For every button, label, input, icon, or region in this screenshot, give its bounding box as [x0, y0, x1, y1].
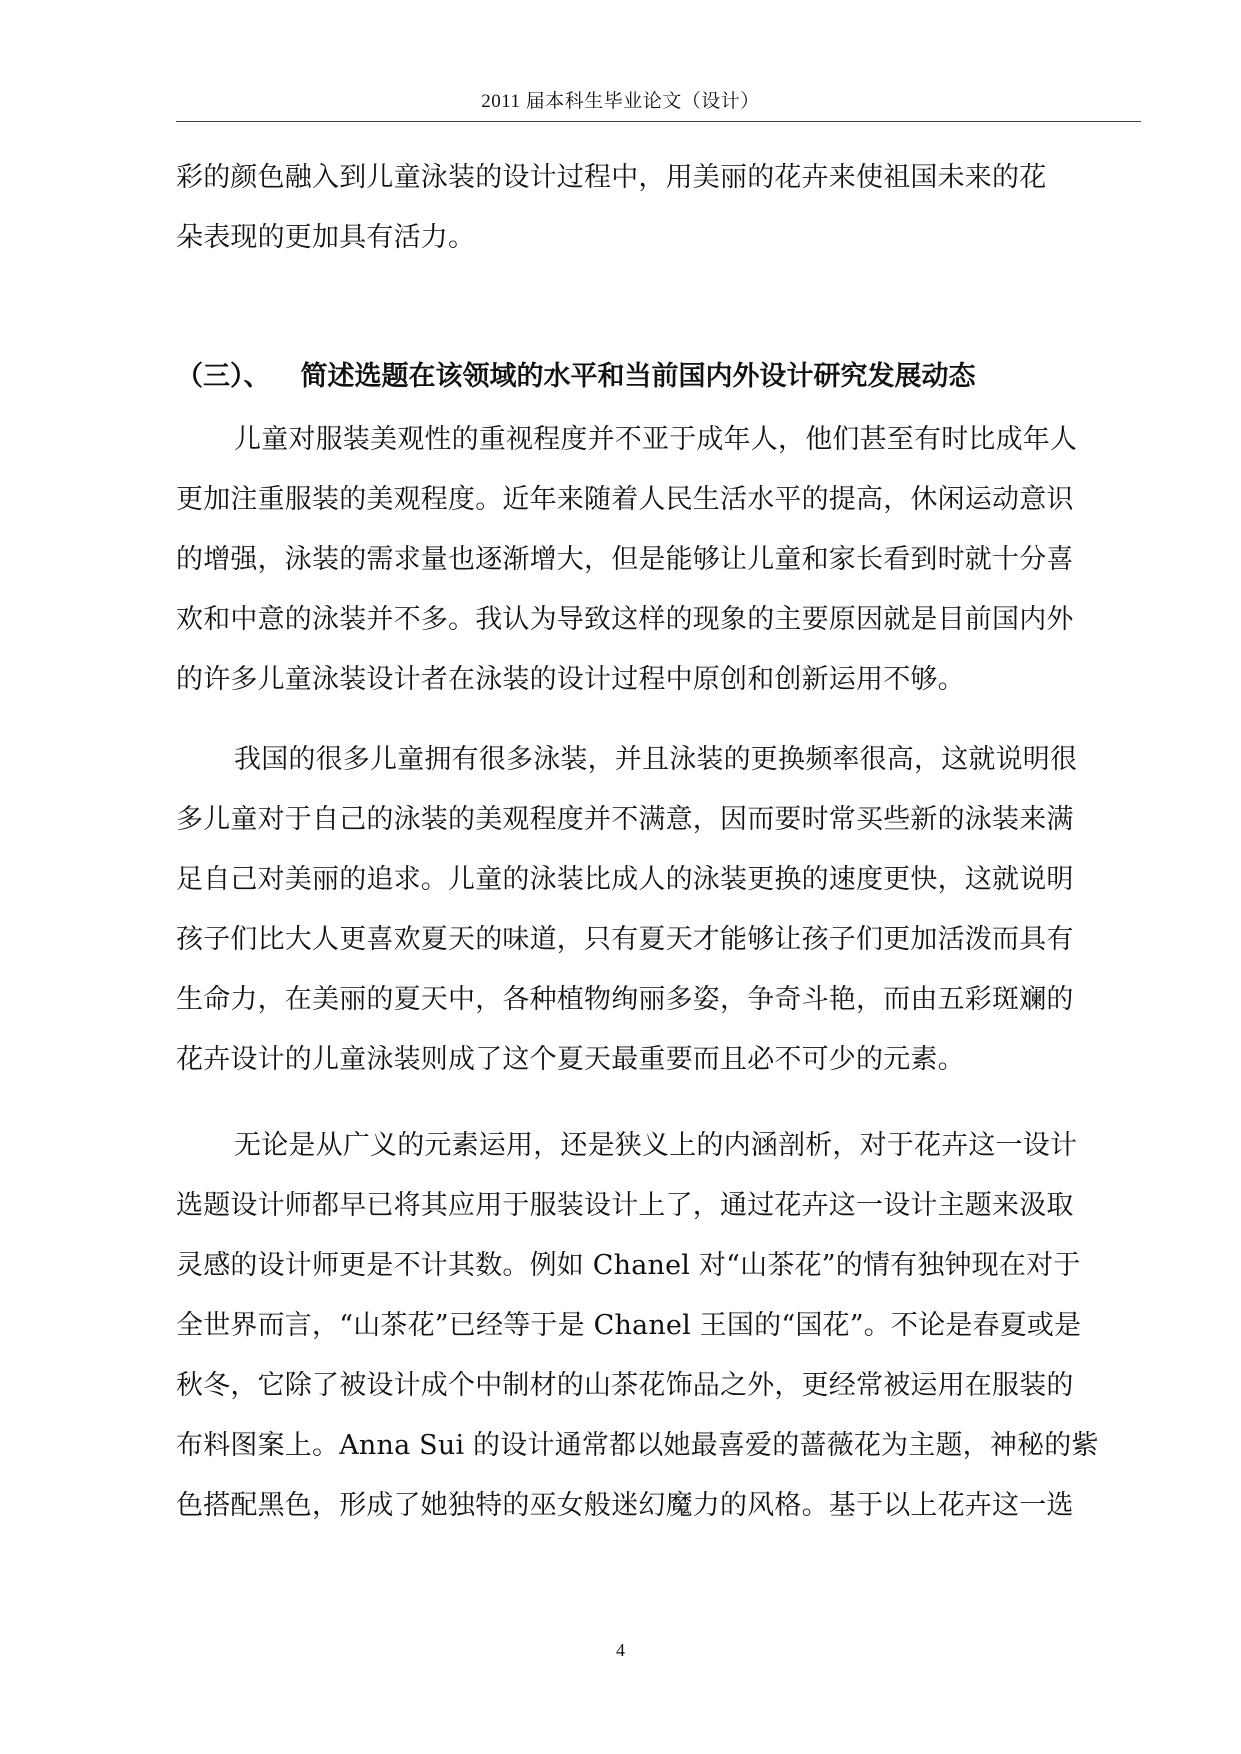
- body-line: 的许多儿童泳装设计者在泳装的设计过程中原创和创新运用不够。: [176, 664, 965, 695]
- body-line: 布料图案上。Anna Sui 的设计通常都以她最喜爱的蔷薇花为主题，神秘的紫: [176, 1430, 1099, 1461]
- body-line: 足自己对美丽的追求。儿童的泳装比成人的泳装更换的速度更快，这就说明: [176, 864, 1074, 895]
- paragraph-3: [176, 1116, 1141, 1536]
- body-line: 无论是从广义的元素运用，还是狭义上的内涵剖析，对于花卉这一设计: [234, 1130, 1078, 1161]
- body-line: 选题设计师都早已将其应用于服装设计上了，通过花卉这一设计主题来汲取: [176, 1190, 1074, 1221]
- header-rule: [176, 121, 1141, 122]
- paragraph-2: [176, 730, 1141, 1090]
- section-title: 简述选题在该领域的水平和当前国内外设计研究发展动态: [300, 361, 976, 392]
- body-line: 彩的颜色融入到儿童泳装的设计过程中，用美丽的花卉来使祖国未来的花: [176, 162, 1047, 193]
- page-number: 4: [616, 1640, 625, 1660]
- body-line: 朵表现的更加具有活力。: [176, 222, 476, 253]
- body-line: 欢和中意的泳装并不多。我认为导致这样的现象的主要原因就是目前国内外: [176, 604, 1074, 635]
- body-line: 孩子们比大人更喜欢夏天的味道，只有夏天才能够让孩子们更加活泼而具有: [176, 924, 1074, 955]
- body-line: 多儿童对于自己的泳装的美观程度并不满意，因而要时常买些新的泳装来满: [176, 804, 1074, 835]
- paragraph-1: [176, 410, 1141, 710]
- body-line: 儿童对服装美观性的重视程度并不亚于成年人，他们甚至有时比成年人: [234, 424, 1078, 455]
- continuation-block: [176, 148, 1141, 268]
- body-line: 的增强，泳装的需求量也逐渐增大，但是能够让儿童和家长看到时就十分喜: [176, 544, 1074, 575]
- body-line: 更加注重服装的美观程度。近年来随着人民生活水平的提高，休闲运动意识: [176, 484, 1074, 515]
- section-heading: [176, 347, 1141, 407]
- page-header: 2011 届本科生毕业论文（设计）: [481, 91, 760, 112]
- body-line: 色搭配黑色，形成了她独特的巫女般迷幻魔力的风格。基于以上花卉这一选: [176, 1490, 1074, 1521]
- body-line: 灵感的设计师更是不计其数。例如 Chanel 对“山茶花”的情有独钟现在对于: [176, 1250, 1081, 1281]
- body-line: 我国的很多儿童拥有很多泳装，并且泳装的更换频率很高，这就说明很: [234, 744, 1078, 775]
- body-line: 全世界而言，“山茶花”已经等于是 Chanel 王国的“国花”。不论是春夏或是: [176, 1310, 1082, 1341]
- section-number: （三）、: [176, 361, 271, 392]
- section-heading-block: [176, 347, 1141, 407]
- body-line: 花卉设计的儿童泳装则成了这个夏天最重要而且必不可少的元素。: [176, 1044, 965, 1075]
- body-line: 秋冬，它除了被设计成个中制材的山茶花饰品之外，更经常被运用在服装的: [176, 1370, 1074, 1401]
- body-line: 生命力，在美丽的夏天中，各种植物绚丽多姿，争奇斗艳，而由五彩斑斓的: [176, 984, 1074, 1015]
